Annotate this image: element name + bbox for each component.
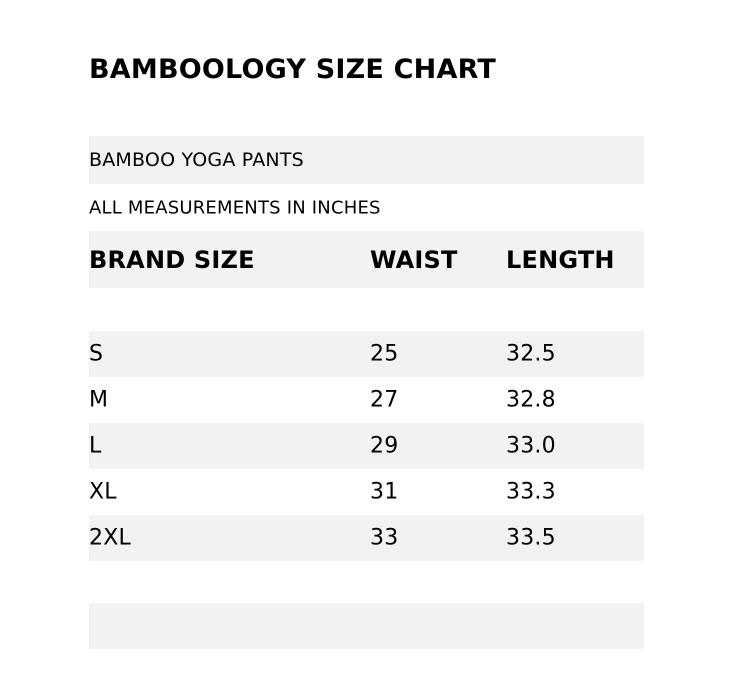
cell-waist: 27 (370, 387, 399, 413)
cell-length: 33.0 (506, 433, 556, 459)
subtitle-label: BAMBOO YOGA PANTS (89, 149, 304, 171)
cell-waist: 29 (370, 433, 399, 459)
column-header-waist: WAIST (370, 245, 458, 274)
cell-brand-size: L (89, 433, 102, 459)
table-row (89, 423, 644, 469)
cell-waist: 25 (370, 341, 399, 367)
cell-brand-size: XL (89, 479, 117, 505)
cell-length: 33.5 (506, 525, 556, 551)
cell-length: 32.5 (506, 341, 556, 367)
table-header-row (89, 231, 644, 288)
cell-waist: 33 (370, 525, 399, 551)
cell-brand-size: M (89, 387, 109, 413)
table-spacer-row (89, 288, 644, 331)
table-footer-spacer (89, 561, 644, 603)
table-row-subtitle (89, 136, 644, 184)
cell-waist: 31 (370, 479, 399, 505)
table-row (89, 377, 644, 423)
table-row (89, 469, 644, 515)
table-footer-band (89, 603, 644, 649)
table-row (89, 331, 644, 377)
units-note-label: ALL MEASUREMENTS IN INCHES (89, 197, 381, 218)
cell-length: 33.3 (506, 479, 556, 505)
size-chart-table (89, 136, 644, 649)
table-row-units-note (89, 184, 644, 231)
column-header-length: LENGTH (506, 245, 615, 274)
page-title: BAMBOOLOGY SIZE CHART (89, 54, 496, 85)
cell-brand-size: S (89, 341, 104, 367)
cell-length: 32.8 (506, 387, 556, 413)
column-header-brand-size: BRAND SIZE (89, 245, 255, 274)
table-row (89, 515, 644, 561)
cell-brand-size: 2XL (89, 525, 131, 551)
